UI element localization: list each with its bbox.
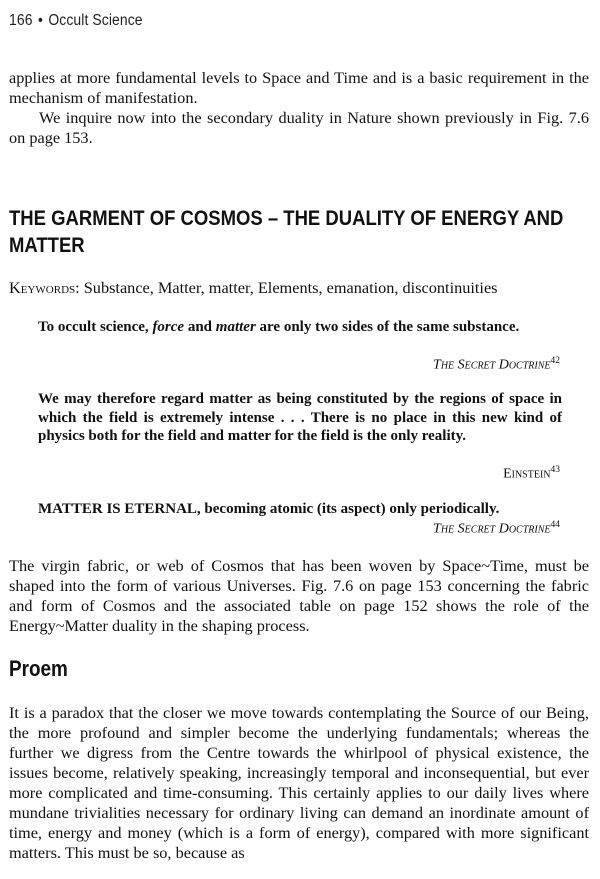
- keywords-line: [9, 278, 594, 298]
- section-heading-line-2: MATTER: [9, 233, 85, 257]
- body-paragraph-1: The virgin fabric, or web of Cosmos that has been woven by Space~Time, must be shaped into the form of various Universes. Fig. 7.6 on page 153 concerning the fabric and form of Cosmos and the associated table on page 152 shows the role of the Energy~Matter duality in the shaping process.: [9, 556, 589, 635]
- quote-1-source: The Secret Doctrine: [433, 357, 551, 373]
- quote-3-footnote: 44: [550, 520, 560, 530]
- quote-1-attribution: [433, 352, 560, 375]
- quote-1-text-a: To occult science,: [38, 319, 153, 335]
- quote-2-attribution: [503, 461, 560, 484]
- section-heading-line-1: THE GARMENT OF COSMOS – THE DUALITY OF ENERGY AND: [9, 206, 564, 230]
- quote-1-footnote: 42: [550, 356, 560, 366]
- quote-3-attribution: [433, 516, 560, 539]
- intro-paragraph-2: [9, 108, 589, 148]
- quote-1-emphasis-matter: matter: [215, 319, 256, 335]
- quote-1-text-c: are only two sides of the same substance.: [255, 319, 520, 335]
- proem-heading: Proem: [9, 656, 68, 681]
- page-number: 166: [9, 12, 33, 29]
- keywords-label: Keywords:: [9, 278, 80, 297]
- running-head: [9, 12, 143, 30]
- intro-paragraph-2-text: We inquire now into the secondary duality in Nature shown previously in Fig. 7.6 on page 153.: [9, 108, 589, 147]
- quote-3-caps: MATTER IS ETERNAL,: [38, 501, 201, 517]
- quote-1: [38, 318, 562, 337]
- quote-1-emphasis-force: force: [152, 319, 185, 335]
- quote-3-source: The Secret Doctrine: [433, 521, 551, 537]
- keywords-list: Substance, Matter, matter, Elements, emanation, discontinuities: [83, 278, 498, 297]
- proem-paragraph-1: It is a paradox that the closer we move towards contemplating the Source of our Being, the more profound and simpler become the underlying fundamentals; whereas the further we digress from the Centre towards the whirlpool of physical existence, the issues become, relatively speaking, increasingly temporal and inconsequential, but ever more complicated and time-consuming. This certainly applies to our daily lives where mundane trivialities necessary for ordinary living can demand an inordinate amount of time, energy and money (which is a form of energy), compared with more significant matters. This must be so, because as: [9, 703, 589, 862]
- quote-2: We may therefore regard matter as being constituted by the regions of space in which the field is extremely intense . . . There is no place in this new kind of physics both for the field and matter for the field is the only reality.: [38, 391, 562, 444]
- book-title: Occult Science: [48, 12, 143, 29]
- bullet-separator: •: [37, 12, 43, 29]
- intro-paragraph-1: applies at more fundamental levels to Space and Time and is a basic requirement in the mechanism of manifestation.: [9, 68, 589, 107]
- quote-2-source: Einstein: [503, 466, 551, 482]
- section-heading: [9, 205, 594, 259]
- quote-3-text: becoming atomic (its aspect) only periodically.: [200, 501, 500, 517]
- quote-1-text-b: and: [184, 319, 216, 335]
- quote-2-footnote: 43: [550, 465, 560, 475]
